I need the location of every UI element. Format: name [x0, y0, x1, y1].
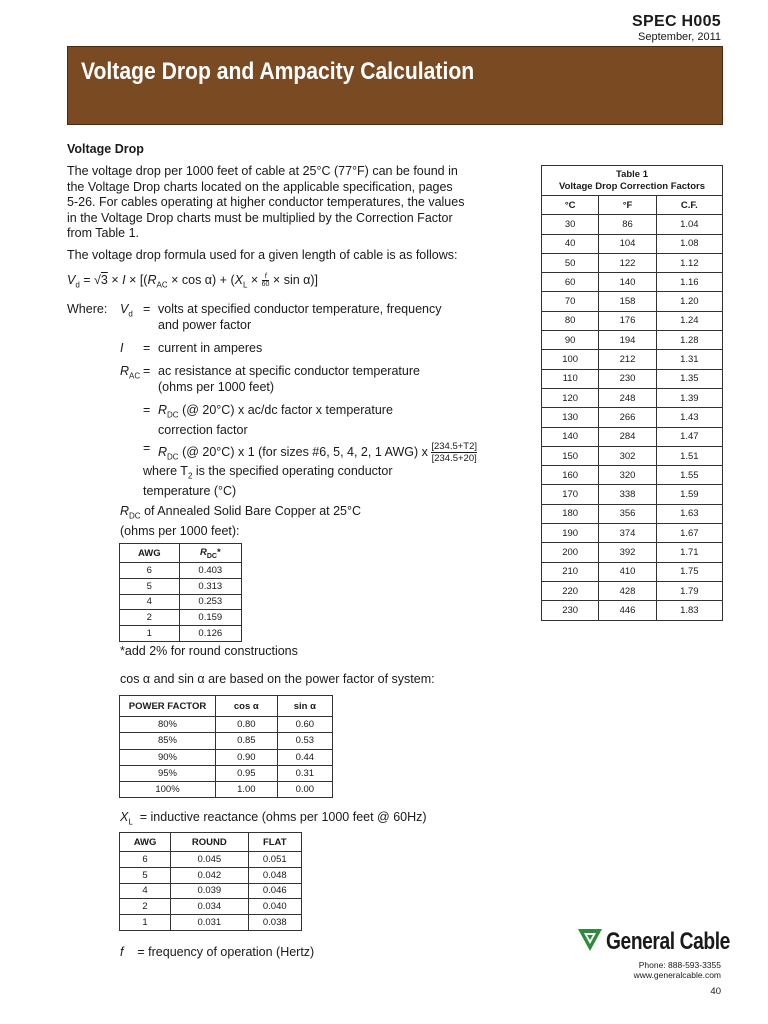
table-header: AWG	[120, 833, 171, 852]
table-cell: 392	[599, 543, 656, 562]
table-cell: 428	[599, 581, 656, 600]
website-link[interactable]: www.generalcable.com	[633, 970, 721, 980]
page-number: 40	[710, 986, 721, 997]
table-row	[542, 234, 723, 253]
table-cell: 356	[599, 504, 656, 523]
table-header: AWG	[120, 544, 180, 563]
table-row	[542, 504, 723, 523]
table-cell: 180	[542, 504, 599, 523]
rac-equation-2: = $R_{DC}$ (@ 20°C) x ac/dc factor x temperature correction factor	[143, 403, 393, 437]
table-cell: 210	[542, 562, 599, 581]
table-row: 2 0.034 0.040	[120, 899, 302, 915]
where-t2-note: where $T_2$ is the specified operating conductor temperature (°C)	[143, 464, 393, 498]
table-row: 5 0.313	[120, 578, 242, 594]
table-row: 1 0.126	[120, 626, 242, 642]
table-cell: 1.47	[656, 427, 722, 446]
table-cell: 150	[542, 446, 599, 465]
table-cell: 70	[542, 292, 599, 311]
table-cell: 1.04	[656, 215, 722, 234]
table-cell: 1.43	[656, 408, 722, 427]
rac-definition: $R_{AC}$ = ac resistance at specific conductor temperature (ohms per 1000 feet)	[120, 364, 420, 394]
table-cell: 140	[542, 427, 599, 446]
rdc-note: *add 2% for round constructions	[120, 644, 298, 658]
table-cell: 60	[542, 273, 599, 292]
table-cell: 1.55	[656, 466, 722, 485]
table-cell: 120	[542, 388, 599, 407]
table-cell: 220	[542, 581, 599, 600]
table-cell: 90	[542, 331, 599, 350]
table-cell: 248	[599, 388, 656, 407]
table-cell: 230	[542, 601, 599, 620]
rdc-table	[119, 543, 242, 642]
intro-paragraph: The voltage drop per 1000 feet of cable at 25°C (77°F) can be found in the Voltage Drop charts located on the applicable specification, pages 5-26. For cables operating at higher conductor temperatures, the values in the Voltage Drop charts must be multiplied by the Correction Factor from Table 1.	[67, 164, 465, 240]
table-row: 6 0.403	[120, 563, 242, 579]
title-bar	[67, 46, 723, 125]
temperature-fraction: $\frac{[234.5+T2]}{[234.5+20]}$	[431, 441, 478, 464]
table-row: 80% 0.80 0.60	[120, 717, 333, 733]
table-cell: 80	[542, 311, 599, 330]
table-row	[542, 446, 723, 465]
table-row	[542, 292, 723, 311]
table-header: $R_{DC}*$	[179, 544, 241, 563]
table-cell: 266	[599, 408, 656, 427]
table-cell: 200	[542, 543, 599, 562]
table-header: °F	[599, 196, 656, 215]
table-header: cos α	[216, 696, 278, 717]
formula-lead: The voltage drop formula used for a given length of cable is as follows:	[67, 248, 458, 262]
rac-equation-3: = $R_{DC}$ (@ 20°C) x 1 (for sizes #6, 5, 4, 2, 1 AWG) x $\frac{[234.5+T2]}{[234.5+20]}$	[143, 441, 478, 464]
xl-definition: $X_L$ = inductive reactance (ohms per 1000 feet @ 60Hz)	[120, 810, 427, 827]
table-cell: 30	[542, 215, 599, 234]
table-cell: 338	[599, 485, 656, 504]
table-row: 2 0.159	[120, 610, 242, 626]
table-cell: 100	[542, 350, 599, 369]
table-cell: 1.20	[656, 292, 722, 311]
table-row	[542, 388, 723, 407]
table-cell: 1.31	[656, 350, 722, 369]
table-cell: 1.63	[656, 504, 722, 523]
table-cell: 1.39	[656, 388, 722, 407]
table-row	[542, 427, 723, 446]
spec-code: SPEC H005	[632, 13, 721, 30]
table-row: 4 0.039 0.046	[120, 883, 302, 899]
table-cell: 302	[599, 446, 656, 465]
table-cell: 1.51	[656, 446, 722, 465]
table-cell: 160	[542, 466, 599, 485]
table-cell: 230	[599, 369, 656, 388]
table-cell: 1.67	[656, 524, 722, 543]
table-row: 6 0.045 0.051	[120, 852, 302, 868]
table-row	[542, 562, 723, 581]
table-row	[542, 215, 723, 234]
rdc-intro: $R_{DC}$ of Annealed Solid Bare Copper at 25°C (ohms per 1000 feet):	[120, 504, 362, 538]
table-header: POWER FACTOR	[120, 696, 216, 717]
table-row	[542, 543, 723, 562]
table-cell: 1.24	[656, 311, 722, 330]
spec-date: September, 2011	[638, 31, 721, 43]
table-cell: 1.83	[656, 601, 722, 620]
table-cell: 374	[599, 524, 656, 543]
table-row: 90% 0.90 0.44	[120, 749, 333, 765]
table-row	[542, 369, 723, 388]
where-label: Where:	[67, 302, 108, 316]
table-header: C.F.	[656, 196, 722, 215]
table-cell: 86	[599, 215, 656, 234]
table-row: 100% 1.00 0.00	[120, 782, 333, 798]
table-row	[542, 601, 723, 620]
logo-mark-icon	[576, 925, 604, 953]
table-cell: 1.79	[656, 581, 722, 600]
table-header: sin α	[277, 696, 332, 717]
table-cell: 158	[599, 292, 656, 311]
table-cell: 140	[599, 273, 656, 292]
table-row: 4 0.253	[120, 594, 242, 610]
table-cell: 1.75	[656, 562, 722, 581]
table-cell: 110	[542, 369, 599, 388]
phone-number: Phone: 888-593-3355	[638, 960, 721, 970]
table-header: ROUND	[171, 833, 248, 852]
table-row	[542, 408, 723, 427]
table-row	[542, 350, 723, 369]
table-cell: 1.71	[656, 543, 722, 562]
table-cell: 50	[542, 253, 599, 272]
f-definition: f = frequency of operation (Hertz)	[120, 945, 315, 959]
table-row: 95% 0.95 0.31	[120, 765, 333, 781]
i-definition: I = current in amperes	[120, 341, 263, 355]
table-row	[542, 524, 723, 543]
table-row	[542, 311, 723, 330]
table-cell: 1.16	[656, 273, 722, 292]
table-cell: 190	[542, 524, 599, 543]
table-cell: 130	[542, 408, 599, 427]
table-row: 5 0.042 0.048	[120, 867, 302, 883]
table-row	[542, 273, 723, 292]
table-cell: 40	[542, 234, 599, 253]
table-row: 1 0.031 0.038	[120, 915, 302, 931]
table-cell: 1.08	[656, 234, 722, 253]
table-cell: 1.59	[656, 485, 722, 504]
table-cell: 320	[599, 466, 656, 485]
voltage-drop-formula: $V_d = √3 \times I \times [(R_{AC} \times \cos \alpha) + (X_L$ × $\frac{f}{60} \times \sin \alpha$)]	[67, 273, 319, 290]
table-cell: 170	[542, 485, 599, 504]
table-row	[542, 253, 723, 272]
general-cable-logo	[576, 925, 730, 958]
table-cell: 104	[599, 234, 656, 253]
table-header: °C	[542, 196, 599, 215]
table-cell: 284	[599, 427, 656, 446]
table-cell: 194	[599, 331, 656, 350]
power-factor-table	[119, 695, 333, 798]
reactance-table	[119, 832, 302, 931]
vd-definition: $V_d$ = volts at specified conductor temperature, frequency and power factor	[120, 302, 442, 332]
table-cell: 122	[599, 253, 656, 272]
section-heading: Voltage Drop	[67, 142, 144, 156]
table-cell: 1.28	[656, 331, 722, 350]
table-cell: 410	[599, 562, 656, 581]
page-title: Voltage Drop and Ampacity Calculation	[81, 58, 475, 85]
table-row	[542, 485, 723, 504]
table-caption: Table 1 Voltage Drop Correction Factors	[542, 166, 723, 196]
brand-name: General Cable	[606, 928, 730, 955]
table-cell: 1.35	[656, 369, 722, 388]
table-cell: 446	[599, 601, 656, 620]
table-header: FLAT	[248, 833, 302, 852]
table-cell: 176	[599, 311, 656, 330]
table-row	[542, 331, 723, 350]
correction-factor-table	[541, 165, 723, 621]
table-row	[542, 466, 723, 485]
pf-intro: cos α and sin α are based on the power factor of system:	[120, 672, 435, 686]
table-cell: 1.12	[656, 253, 722, 272]
table-row: 85% 0.85 0.53	[120, 733, 333, 749]
table-row	[542, 581, 723, 600]
table-cell: 212	[599, 350, 656, 369]
